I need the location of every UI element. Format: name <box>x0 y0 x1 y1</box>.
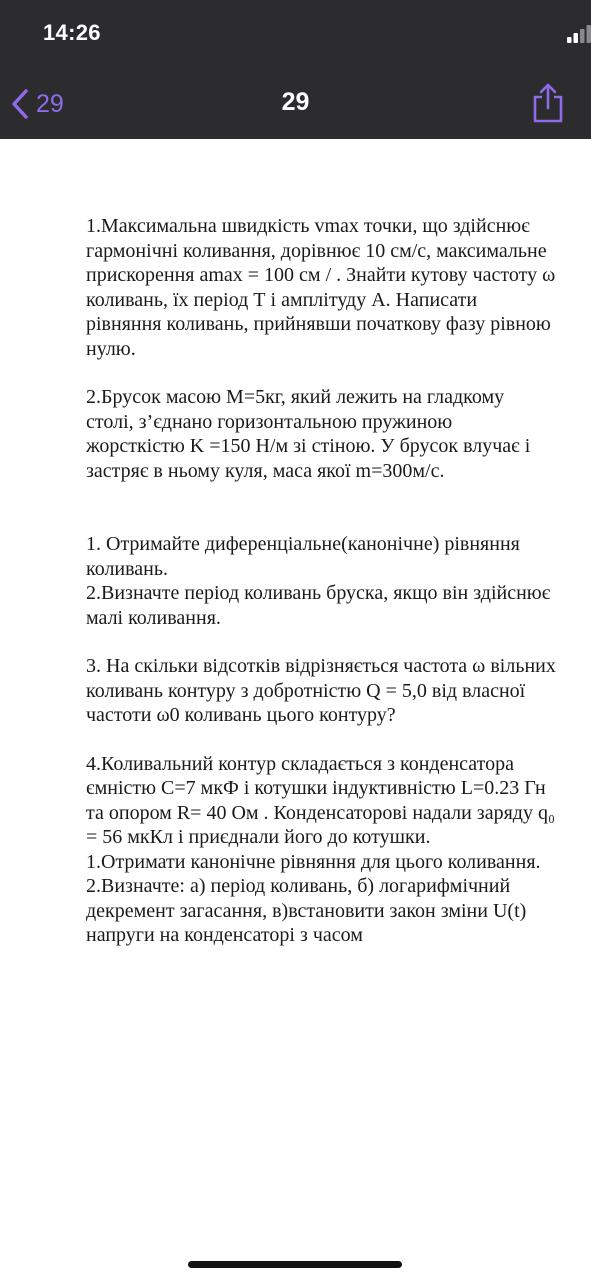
document-content <box>86 214 556 948</box>
cellular-signal-icon <box>567 24 591 44</box>
paragraph-task-2: 2.Брусок масою M=5кг, який лежить на гладкому столі, з’єднано горизонтальною пружиною жорсткістю K =150 Н/м зі стіною. У брусок влучає і застряє в ньому куля, маса якої m=300м/с. <box>86 386 531 482</box>
share-button[interactable] <box>531 82 565 129</box>
status-time: 14:26 <box>43 20 101 45</box>
paragraph-task-3: 3. На скільки відсотків відрізняється частота ω вільних коливань контуру з добротністю Q = 5,0 від власної частоти ω0 коливань цього контуру? <box>86 655 556 726</box>
page-title: 29 <box>281 88 310 116</box>
share-icon <box>531 82 565 124</box>
home-indicator[interactable] <box>188 1261 402 1268</box>
paragraph-task-2-subtasks: 1. Отримайте диференціальне(канонічне) рівняння коливань. 2.Визначте період коливань бруска, якщо він здійснює малі коливання. <box>86 533 551 629</box>
back-label: 29 <box>36 89 64 118</box>
paragraph-task-4: 4.Коливальний контур складається з конденсатора ємністю С=7 мкФ і котушки індуктивністю L=0.23 Гн та опором R= 40 Ом . Конденсаторові надали заряду q₀ = 56 мкКл і приєднали його до котушки. 1.Отримати канонічне рівняння для цього коливання. 2.Визначте: а) період коливань, б) логарифмічний декремент загасання, в)встановити закон зміни U(t) напруги на конденсаторі з часом <box>86 752 555 946</box>
paragraph-task-1: 1.Максимальна швидкість vmax точки, що здійснює гармонічні коливання, дорівнює 10 см/с, максимальне прискорення amax = 100 см / . Знайти кутову частоту ω коливань, їх період Т і амплітуду А. Написати рівняння коливань, прийнявши початкову фазу рівною нулю. <box>86 215 556 360</box>
top-bar <box>0 0 591 139</box>
